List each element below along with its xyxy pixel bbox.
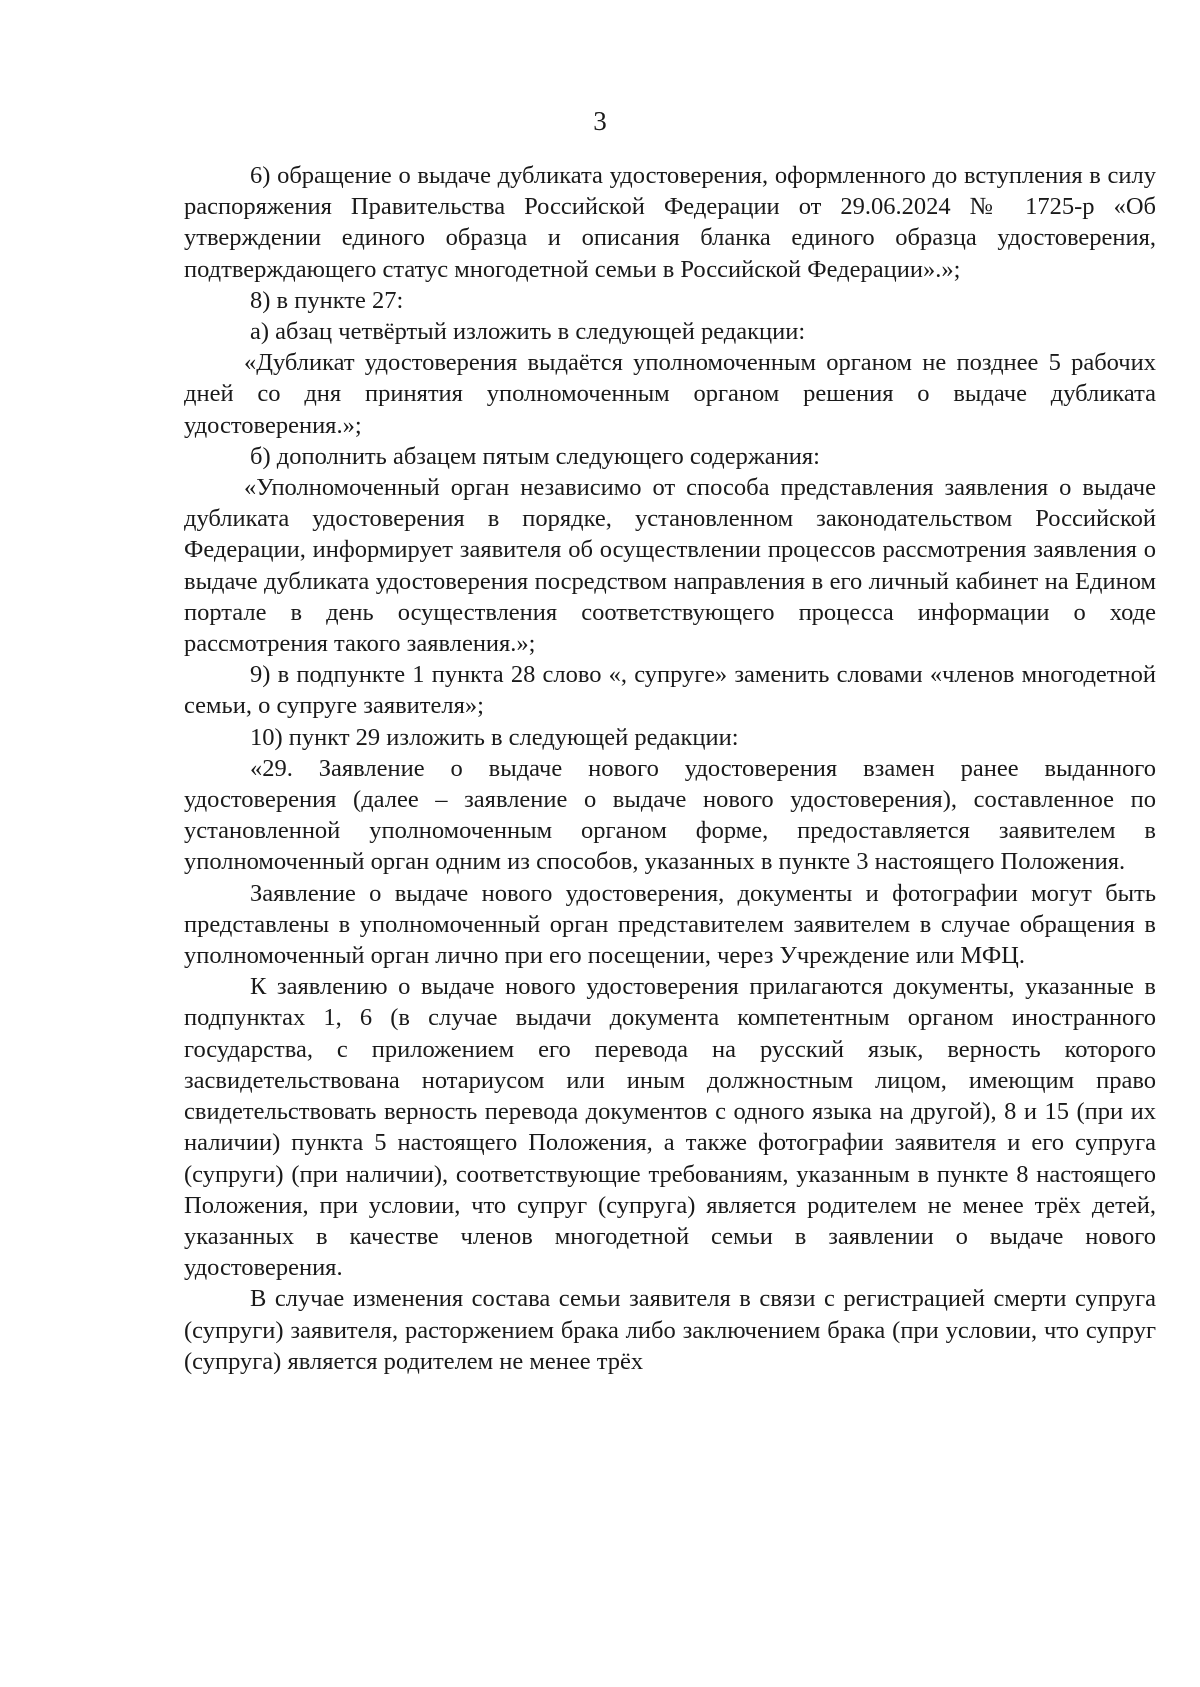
document-body (184, 160, 1156, 1377)
paragraph-item-8: 8) в пункте 27: (250, 286, 404, 314)
paragraph-clause-29: «29. Заявление о выдаче нового удостоверения взамен ранее выданного удостоверения (далее – заявление о выдаче нового удостоверения), составленное по установленной уполномоченным органом форме, предоставляется заявителем в уполномоченный орган одним из способов, указанных в пункте 3 настоящего Положения. (184, 754, 1156, 876)
paragraph-attachments: К заявлению о выдаче нового удостоверения прилагаются документы, указанные в подпунктах 1, 6 (в случае выдачи документа компетентным органом иностранного государства, с приложением его перевода на русский язык, верность которого засвидетельствована нотариусом или иным должностным лицом, имеющим право свидетельствовать верность перевода документов с одного языка на другой), 8 и 15 (при их наличии) пункта 5 настоящего Положения, а также фотографии заявителя и его супруга (супруги) (при наличии), соответствующие требованиям, указанным в пункте 8 настоящего Положения, при условии, что супруг (супруга) является родителем не менее трёх детей, указанных в качестве членов многодетной семьи в заявлении о выдаче нового удостоверения. (184, 973, 1156, 1282)
paragraph-subitem-a: а) абзац четвёртый изложить в следующей редакции: (250, 318, 806, 346)
paragraph-quote-authority: «Уполномоченный орган независимо от способа представления заявления о выдаче дубликата удостоверения в порядке, установленном законодательством Российской Федерации, информирует заявителя об осуществлении процессов рассмотрения заявления о выдаче дубликата удостоверения посредством направления в его личный кабинет на Едином портале в день осуществления соответствующего процесса информации о ходе рассмотрения такого заявления.»; (184, 474, 1156, 658)
paragraph-subitem-b: б) дополнить абзацем пятым следующего содержания: (250, 442, 820, 470)
paragraph-representative: Заявление о выдаче нового удостоверения, документы и фотографии могут быть представлены в уполномоченный орган представителем заявителем в случае обращения в уполномоченный орган лично при его посещении, через Учреждение или МФЦ. (184, 879, 1156, 970)
paragraph-item-9: 9) в подпункте 1 пункта 28 слово «, супруге» заменить словами «членов многодетной семьи, о супруге заявителя»; (184, 661, 1156, 720)
paragraph-quote-duplicate: «Дубликат удостоверения выдаётся уполномоченным органом не позднее 5 рабочих дней со дня принятия уполномоченным органом решения о выдаче дубликата удостоверения.»; (184, 349, 1156, 439)
page-number: 3 (593, 106, 607, 136)
paragraph-item-6: 6) обращение о выдаче дубликата удостоверения, оформленного до вступления в силу распоряжения Правительства Российской Федерации от 29.06.2024 № 1725-р «Об утверждении единого образца и описания бланка единого образца удостоверения, подтверждающего статус многодетной семьи в Российской Федерации».»; (184, 162, 1156, 283)
paragraph-item-10: 10) пункт 29 изложить в следующей редакции: (250, 723, 739, 751)
paragraph-family-change: В случае изменения состава семьи заявителя в связи с регистрацией смерти супруга (супруги) заявителя, расторжением брака либо заключением брака (при условии, что супруг (супруга) является родителем не менее трёх (184, 1285, 1156, 1375)
